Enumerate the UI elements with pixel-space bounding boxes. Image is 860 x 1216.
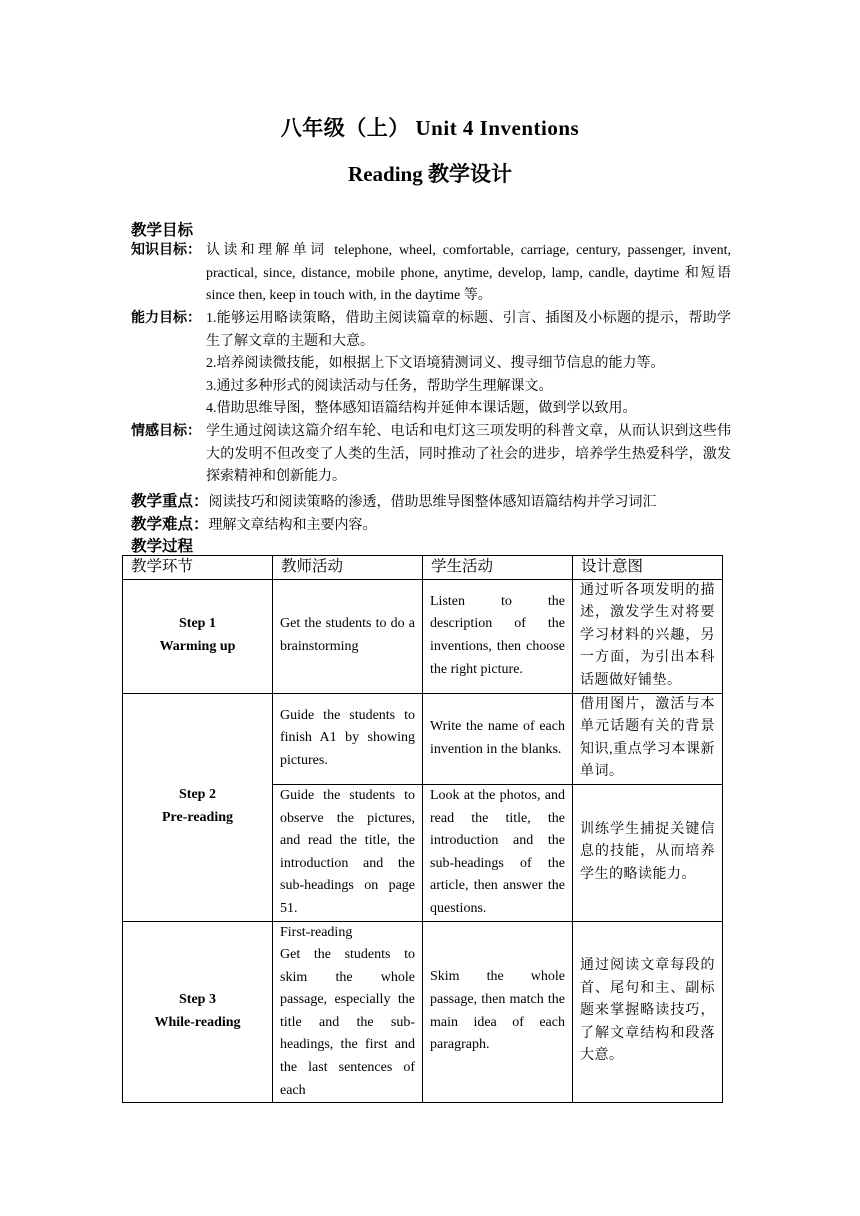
table-header-row <box>123 556 723 580</box>
col-header-teacher: 教师活动 <box>273 556 423 580</box>
document-title: 八年级（上） Unit 4 Inventions <box>280 116 580 140</box>
teacher-activity-text: Get the students to skim the whole passage, especially the title and the sub-headings, the first and the last sentences of each <box>280 947 415 1098</box>
teacher-activity <box>273 921 423 1102</box>
table-row <box>123 921 723 1102</box>
step-cell: Step 3 While-reading <box>123 921 273 1102</box>
student-activity: Write the name of each invention in the blanks. <box>423 693 573 784</box>
objectives-heading: 教学目标 <box>131 222 194 239</box>
document-subtitle: Reading 教学设计 <box>348 162 512 186</box>
teacher-activity: Guide the students to finish A1 by showing pictures. <box>273 693 423 784</box>
ability-item-3: 3.通过多种形式的阅读活动与任务，帮助学生理解课文。 <box>206 379 553 394</box>
process-table <box>122 555 723 1103</box>
ability-item-2: 2.培养阅读微技能，如根据上下文语境猜测词义、搜寻细节信息的能力等。 <box>206 356 665 371</box>
emotion-text: 学生通过阅读这篇介绍车轮、电话和电灯这三项发明的科普文章，从而认识到这些伟大的发明不但改变了人类的生活，同时推动了社会的进步，培养学生热爱科学，激发探索精神和创新能力。 <box>206 424 731 484</box>
design-purpose: 通过听各项发明的描述，激发学生对将要学习材料的兴趣，另一方面，为引出本科话题做好铺垫。 <box>573 579 723 693</box>
design-purpose: 借用图片，激活与本单元话题有关的背景知识,重点学习本课新单词。 <box>573 693 723 784</box>
ability-label: 能力目标： <box>131 311 201 326</box>
knowledge-label: 知识目标： <box>131 243 201 258</box>
table-row <box>123 693 723 784</box>
difficulty: 教学难点：理解文章结构和主要内容。 <box>131 516 377 533</box>
step-cell: Step 2 Pre-reading <box>123 693 273 921</box>
student-activity: Look at the photos, and read the title, the introduction and the sub-headings of the article, then answer the questions. <box>423 784 573 921</box>
step-cell: Step 1 Warming up <box>123 579 273 693</box>
ability-item-4: 4.借助思维导图，整体感知语篇结构并延伸本课话题，做到学以致用。 <box>206 401 637 416</box>
reading-stage-title: First-reading <box>280 924 353 940</box>
col-header-student: 学生活动 <box>423 556 573 580</box>
ability-item-1: 1.能够运用略读策略，借助主阅读篇章的标题、引言、插图及小标题的提示，帮助学生了解文章的主题和大意。 <box>206 311 731 349</box>
teacher-activity: Get the students to do a brainstorming <box>273 579 423 693</box>
col-header-stage: 教学环节 <box>123 556 273 580</box>
design-purpose: 训练学生捕捉关键信息的技能，从而培养学生的略读能力。 <box>573 784 723 921</box>
key-point: 教学重点：阅读技巧和阅读策略的渗透，借助思维导图整体感知语篇结构并学习词汇 <box>131 493 657 510</box>
process-heading: 教学过程 <box>131 538 194 555</box>
col-header-purpose: 设计意图 <box>573 556 723 580</box>
knowledge-text: 认读和理解单词 telephone, wheel, comfortable, carriage, century, passenger, invent, practical, since, distance, mobile phone, anytime, develop, lamp, candle, daytime 和短语 since then, keep in touch with, in the daytime 等。 <box>206 243 731 303</box>
table-row <box>123 579 723 693</box>
student-activity: Skim the whole passage, then match the main idea of each paragraph. <box>423 921 573 1102</box>
emotion-label: 情感目标： <box>131 424 201 439</box>
design-purpose: 通过阅读文章每段的首、尾句和主、副标题来掌握略读技巧，了解文章结构和段落大意。 <box>573 921 723 1102</box>
teacher-activity: Guide the students to observe the pictures, and read the title, the introduction and the sub-headings on page 51. <box>273 784 423 921</box>
student-activity: Listen to the description of the inventions, then choose the right picture. <box>423 579 573 693</box>
